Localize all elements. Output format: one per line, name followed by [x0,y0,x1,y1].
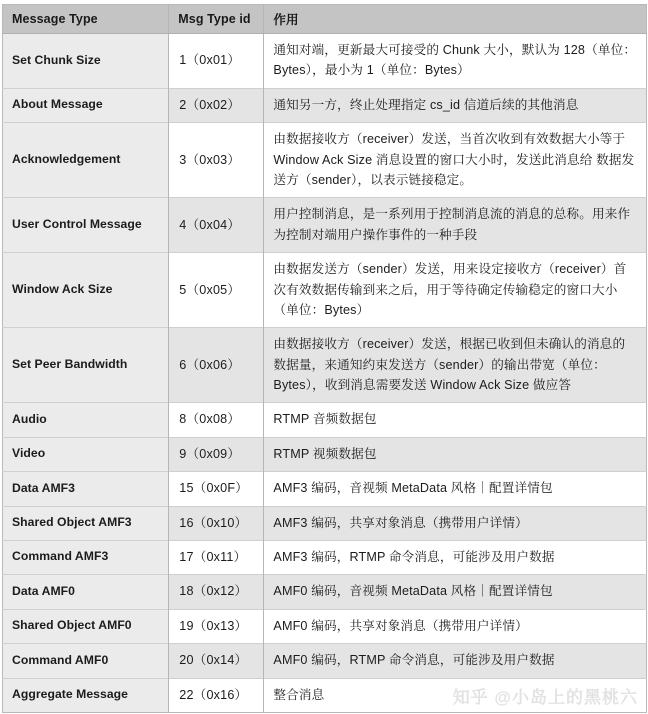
cell-description: RTMP 音频数据包 [264,403,647,437]
table-row [3,506,647,540]
cell-message-type: Set Peer Bandwidth [3,328,169,403]
cell-message-type: About Message [3,88,169,122]
table-body [3,34,647,713]
cell-msg-type-id: 8（0x08） [169,403,264,437]
cell-msg-type-id: 17（0x11） [169,541,264,575]
table-row [3,437,647,471]
cell-msg-type-id: 20（0x14） [169,644,264,678]
cell-message-type: Shared Object AMF3 [3,506,169,540]
cell-msg-type-id: 9（0x09） [169,437,264,471]
table-row [3,123,647,198]
cell-message-type: Acknowledgement [3,123,169,198]
cell-msg-type-id: 18（0x12） [169,575,264,609]
cell-message-type: Set Chunk Size [3,34,169,89]
table-row [3,644,647,678]
cell-description: AMF0 编码，音视频 MetaData 风格｜配置详情包 [264,575,647,609]
cell-description: 通知对端，更新最大可接受的 Chunk 大小，默认为 128（单位：Bytes），最小为 1（单位：Bytes） [264,34,647,89]
column-header-msg-type-id: Msg Type id [169,5,264,34]
cell-description: 由数据接收方（receiver）发送，根据已收到但未确认的消息的数据量，来通知约束发送方（sender）的输出带宽（单位：Bytes），收到消息需要发送 Window Ack Size 做应答 [264,328,647,403]
cell-msg-type-id: 2（0x02） [169,88,264,122]
cell-description: 通知另一方，终止处理指定 cs_id 信道后续的其他消息 [264,88,647,122]
cell-description: AMF3 编码，音视频 MetaData 风格｜配置详情包 [264,472,647,506]
table-row [3,88,647,122]
cell-message-type: Data AMF0 [3,575,169,609]
cell-message-type: Audio [3,403,169,437]
table-row [3,678,647,712]
cell-msg-type-id: 1（0x01） [169,34,264,89]
table-row [3,198,647,253]
watermark: 知乎 @小岛上的黑桃六 [452,688,638,707]
cell-description: 由数据发送方（sender）发送，用来设定接收方（receiver）首次有效数据传输到来之后，用于等待确定传输稳定的窗口大小（单位：Bytes） [264,253,647,328]
cell-msg-type-id: 5（0x05） [169,253,264,328]
cell-description: AMF3 编码，RTMP 命令消息，可能涉及用户数据 [264,541,647,575]
cell-message-type: Video [3,437,169,471]
cell-description: 由数据接收方（receiver）发送，当首次收到有效数据大小等于 Window Ack Size 消息设置的窗口大小时，发送此消息给 数据发送方（sender），以表示链接稳定。 [264,123,647,198]
cell-message-type: Data AMF3 [3,472,169,506]
table-row [3,609,647,643]
cell-msg-type-id: 16（0x10） [169,506,264,540]
table-row [3,541,647,575]
cell-description: AMF0 编码，RTMP 命令消息，可能涉及用户数据 [264,644,647,678]
cell-msg-type-id: 15（0x0F） [169,472,264,506]
cell-message-type: User Control Message [3,198,169,253]
cell-msg-type-id: 22（0x16） [169,678,264,712]
table-row [3,34,647,89]
cell-msg-type-id: 6（0x06） [169,328,264,403]
table-row [3,253,647,328]
cell-message-type: Command AMF0 [3,644,169,678]
table-row [3,328,647,403]
cell-msg-type-id: 4（0x04） [169,198,264,253]
table-header-row [3,5,647,34]
cell-description: 整合消息 [264,678,647,712]
cell-msg-type-id: 19（0x13） [169,609,264,643]
cell-description: AMF3 编码，共享对象消息（携带用户详情） [264,506,647,540]
table-row [3,403,647,437]
table-row [3,575,647,609]
cell-message-type: Aggregate Message [3,678,169,712]
table-row [3,472,647,506]
cell-description: 用户控制消息，是一系列用于控制消息流的消息的总称。用来作为控制对端用户操作事件的一种手段 [264,198,647,253]
cell-message-type: Window Ack Size [3,253,169,328]
column-header-description: 作用 [264,5,647,34]
column-header-message-type: Message Type [3,5,169,34]
cell-message-type: Command AMF3 [3,541,169,575]
rtmp-message-type-table [2,4,647,713]
cell-message-type: Shared Object AMF0 [3,609,169,643]
cell-description: AMF0 编码，共享对象消息（携带用户详情） [264,609,647,643]
cell-description: RTMP 视频数据包 [264,437,647,471]
cell-msg-type-id: 3（0x03） [169,123,264,198]
table-header [3,5,647,34]
